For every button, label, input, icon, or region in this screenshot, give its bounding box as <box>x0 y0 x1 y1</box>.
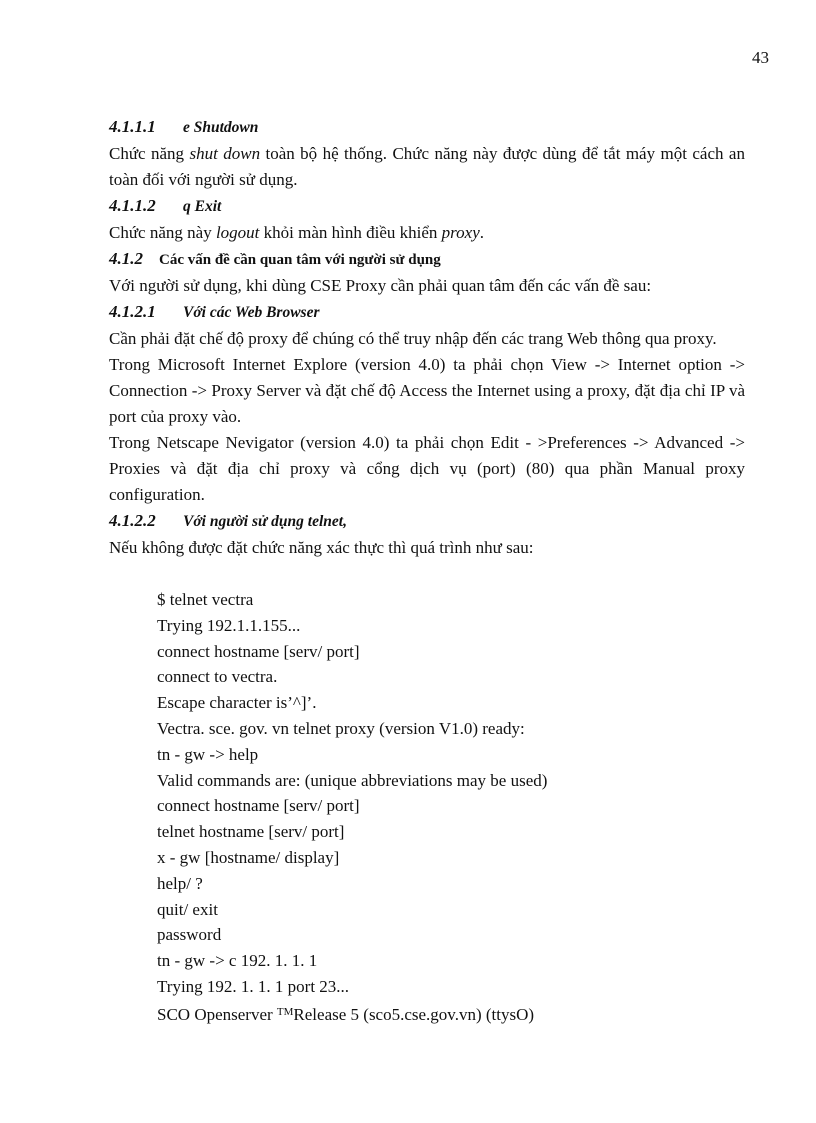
terminal-line: Trying 192.1.1.155... <box>157 615 301 635</box>
text: Chức năng này <box>109 223 216 242</box>
emphasis: proxy <box>441 223 480 242</box>
spacer <box>109 561 745 587</box>
emphasis: shut down <box>189 144 261 163</box>
heading-4-1-1-1 <box>109 114 745 141</box>
terminal-line: quit/ exit <box>157 899 218 919</box>
terminal-line: connect hostname [serv/ port] <box>157 641 360 661</box>
text: Chức năng <box>109 144 190 163</box>
telnet-session-listing <box>109 587 745 1028</box>
terminal-line: connect to vectra. <box>157 667 278 687</box>
heading-number: 4.1.1.2 <box>109 196 156 215</box>
emphasis: logout <box>215 223 260 242</box>
paragraph-telnet: Nếu không được đặt chức năng xác thực thì quá trình như sau: <box>109 538 534 557</box>
text: khỏi màn hình điều khiển <box>259 223 442 242</box>
terminal-line: Escape character is’^]’. <box>157 693 317 713</box>
terminal-line: Trying 192. 1. 1. 1 port 23... <box>157 976 350 996</box>
heading-number: 4.1.1.1 <box>109 117 156 136</box>
paragraph-users: Với người sử dụng, khi dùng CSE Proxy cần phải quan tâm đến các vấn đề sau: <box>109 276 652 295</box>
terminal-line: tn - gw -> help <box>157 744 259 764</box>
text: SCO Openserver <box>157 1004 277 1024</box>
heading-number: 4.1.2.1 <box>109 302 156 321</box>
terminal-line: $ telnet vectra <box>157 590 254 609</box>
terminal-line: Valid commands are: (unique abbreviations may be used) <box>157 770 548 790</box>
text: toàn bộ hệ thống. Chức năng này được dùng để tắt máy một cách an toàn đối với người sử dụng. <box>109 144 745 189</box>
terminal-line: help/ ? <box>157 873 203 893</box>
terminal-line-last <box>157 1000 745 1028</box>
page-number: 43 <box>752 48 769 67</box>
heading-title: Các vấn đề cần quan tâm với người sử dụng <box>159 252 441 268</box>
heading-4-1-2-1 <box>109 299 745 326</box>
paragraph-shutdown <box>109 141 745 193</box>
heading-4-1-2-2 <box>109 508 745 535</box>
text: . <box>479 223 484 242</box>
paragraph-browser-1: Cần phải đặt chế độ proxy để chúng có thể truy nhập đến các trang Web thông qua proxy. <box>109 329 717 348</box>
terminal-line: tn - gw -> c 192. 1. 1. 1 <box>157 951 318 971</box>
terminal-line: Vectra. sce. gov. vn telnet proxy (version V1.0) ready: <box>157 718 525 738</box>
paragraph-exit <box>109 220 745 246</box>
terminal-line: connect hostname [serv/ port] <box>157 796 360 816</box>
paragraph-browser-3: Trong Netscape Nevigator (version 4.0) ta phải chọn Edit - >Preferences -> Advanced -> Proxies và đặt địa chỉ proxy và cổng dịch vụ (port) (80) qua phần Manual proxy configuration. <box>109 433 745 504</box>
heading-title: e Shutdown <box>183 119 259 136</box>
paragraph-browser-2: Trong Microsoft Internet Explore (version 4.0) ta phải chọn View -> Internet option -> Connection -> Proxy Server và đặt chế độ Access the Internet using a proxy, đặt địa chỉ IP và port của proxy vào. <box>109 355 745 426</box>
heading-number: 4.1.2 <box>109 249 143 268</box>
heading-title: Với người sử dụng telnet, <box>183 513 347 530</box>
heading-number: 4.1.2.2 <box>109 511 156 530</box>
heading-4-1-1-2 <box>109 193 745 220</box>
trademark-mark: TM <box>276 1005 294 1018</box>
heading-title: Với các Web Browser <box>183 304 320 321</box>
terminal-line: x - gw [hostname/ display] <box>157 847 340 867</box>
heading-title: q Exit <box>183 198 222 215</box>
document-body <box>109 114 745 1028</box>
terminal-line: telnet hostname [serv/ port] <box>157 822 345 842</box>
heading-4-1-2 <box>109 246 745 273</box>
terminal-line: password <box>157 925 222 945</box>
text: Release 5 (sco5.cse.gov.vn) (ttysO) <box>293 1004 535 1024</box>
